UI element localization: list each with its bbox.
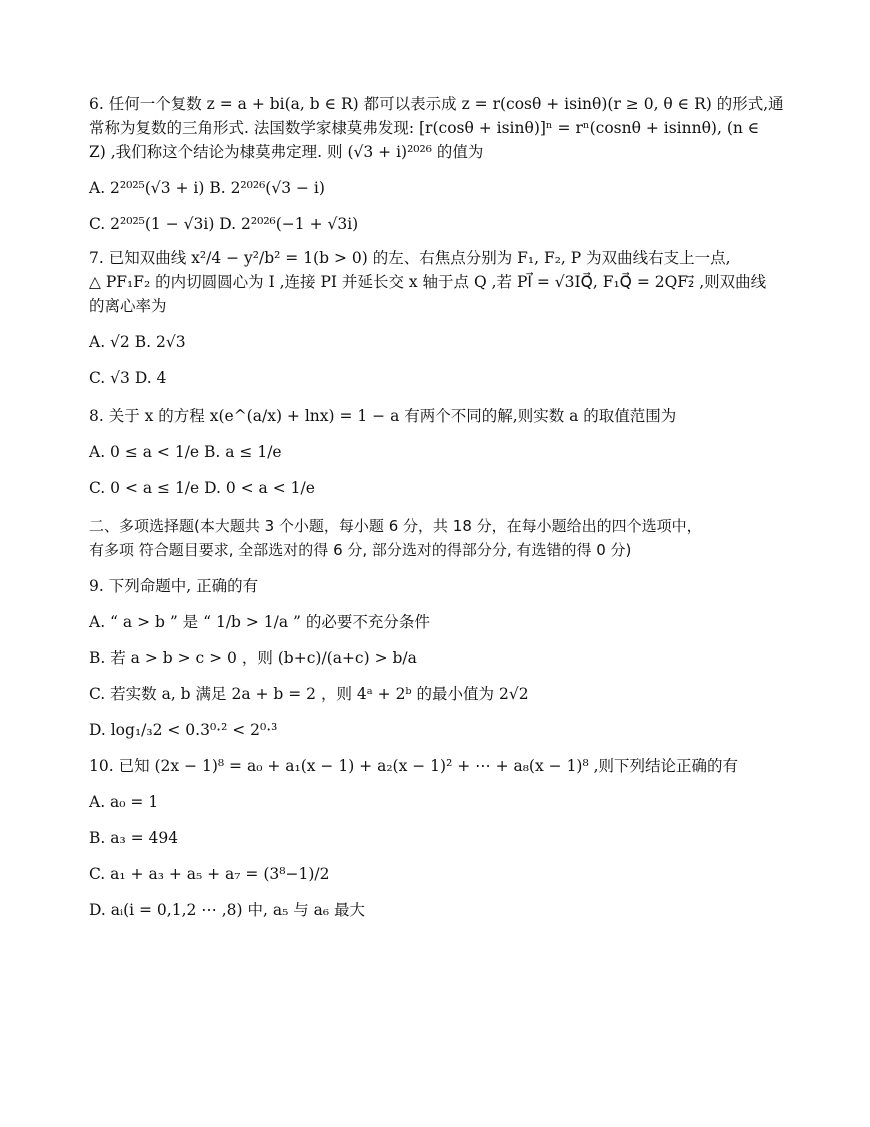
q8-stem: 8. 关于 x 的方程 x(e^(a/x) + lnx) = 1 − a 有两个不同的解,则实数 a 的取值范围为 (89, 407, 677, 425)
q10-option-d: D. aᵢ(i = 0,1,2 ⋯ ,8) 中, a₅ 与 a₆ 最大 (89, 901, 366, 919)
q8-options-ab: A. 0 ≤ a < 1/e B. a ≤ 1/e (89, 443, 282, 461)
q9-option-d: D. log₁/₃2 < 0.3⁰·² < 2⁰·³ (89, 721, 278, 739)
q9-option-b: B. 若 a > b > c > 0 ，则 (b+c)/(a+c) > b/a (89, 649, 417, 667)
section-multiple-choice-heading (89, 514, 789, 562)
q6-options-ab: A. 2²⁰²⁵(√3 + i) B. 2²⁰²⁶(√3 − i) (89, 179, 325, 197)
q7-stem-line-1: 7. 已知双曲线 x²/4 − y²/b² = 1(b > 0) 的左、右焦点分别为 F₁, F₂, P 为双曲线右支上一点, (89, 249, 731, 267)
q7-stem-line-2: △ PF₁F₂ 的内切圆圆心为 I ,连接 PI 并延长交 x 轴于点 Q ,若 PI⃗ = √3IQ⃗, F₁Q⃗ = 2QF₂⃗ ,则双曲线 (89, 273, 767, 291)
section-heading-line-1: 二、多项选择题(本大题共 3 个小题，每小题 6 分，共 18 分，在每小题给出的四个选项中， (89, 517, 702, 535)
q6-options-cd: C. 2²⁰²⁵(1 − √3i) D. 2²⁰²⁶(−1 + √3i) (89, 215, 359, 233)
q10-stem: 10. 已知 (2x − 1)⁸ = a₀ + a₁(x − 1) + a₂(x − 1)² + ⋯ + a₈(x − 1)⁸ ,则下列结论正确的有 (89, 757, 739, 775)
q9-option-c: C. 若实数 a, b 满足 2a + b = 2 ，则 4ᵃ + 2ᵇ 的最小值为 2√2 (89, 685, 529, 703)
q9-stem: 9. 下列命题中, 正确的有 (89, 577, 259, 595)
q6-stem-line-1: 6. 任何一个复数 z = a + bi(a, b ∈ R) 都可以表示成 z = r(cosθ + isinθ)(r ≥ 0, θ ∈ R) 的形式,通 (89, 95, 784, 113)
q6-stem-line-2: 常称为复数的三角形式. 法国数学家棣莫弗发现: [r(cosθ + isinθ)]ⁿ = rⁿ(cosnθ + isinnθ), (n ∈ (89, 119, 760, 137)
q9-option-a: A. “ a > b ” 是 “ 1/b > 1/a ” 的必要不充分条件 (89, 613, 430, 631)
section-heading-line-2: 有多项 符合题目要求, 全部选对的得 6 分, 部分选对的得部分分, 有选错的得 0 分) (89, 541, 632, 559)
question-7 (89, 246, 789, 390)
q8-options-cd: C. 0 < a ≤ 1/e D. 0 < a < 1/e (89, 479, 315, 497)
q7-stem-line-3: 的离心率为 (89, 297, 167, 315)
q10-option-c: C. a₁ + a₃ + a₅ + a₇ = (3⁸−1)/2 (89, 865, 330, 883)
exam-page (89, 92, 789, 922)
question-6 (89, 92, 789, 236)
q10-option-b: B. a₃ = 494 (89, 829, 179, 847)
question-10 (89, 754, 789, 922)
question-8 (89, 404, 789, 500)
q10-option-a: A. a₀ = 1 (89, 793, 159, 811)
q7-options-ab: A. √2 B. 2√3 (89, 333, 186, 351)
q6-stem-line-3: Z) ,我们称这个结论为棣莫弗定理. 则 (√3 + i)²⁰²⁶ 的值为 (89, 143, 484, 161)
q7-options-cd: C. √3 D. 4 (89, 369, 167, 387)
question-9 (89, 574, 789, 742)
